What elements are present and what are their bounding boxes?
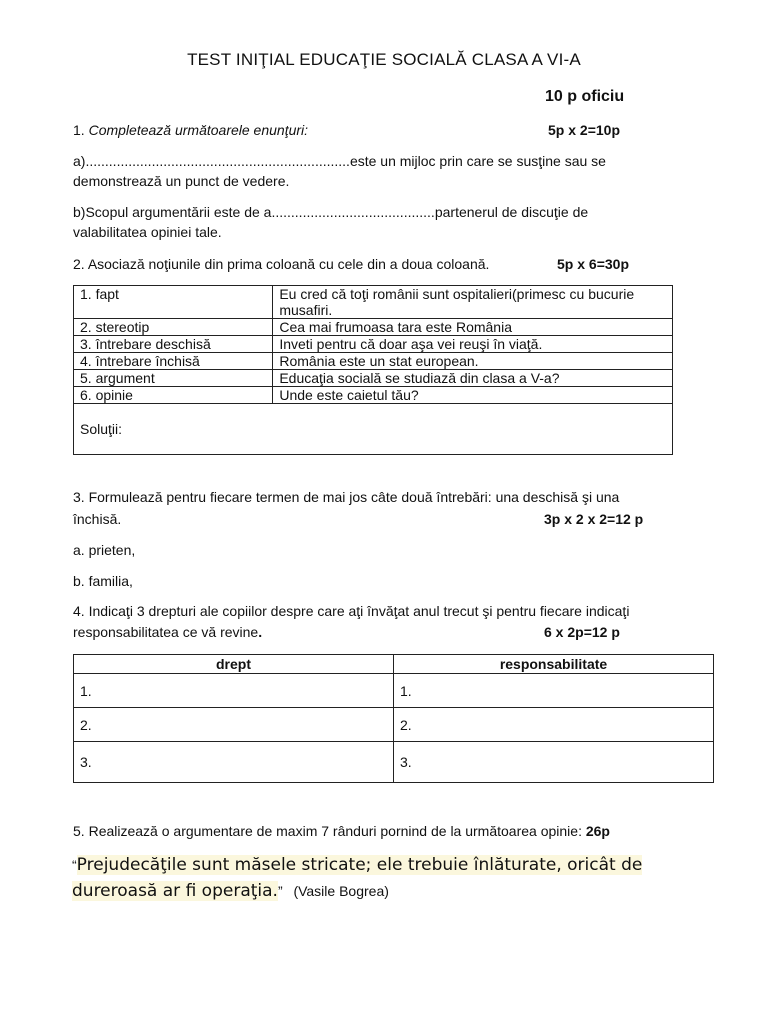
table-row <box>74 286 673 319</box>
close-quote: ” <box>277 883 283 899</box>
statement-cell: România este un stat european. <box>273 353 673 370</box>
table-row <box>74 353 673 370</box>
responsibility-cell[interactable]: 3. <box>394 742 714 783</box>
q4-number: 4. <box>73 603 85 619</box>
right-cell[interactable]: 2. <box>74 708 394 742</box>
solutions-cell[interactable] <box>74 404 673 455</box>
q1-number: 1. <box>73 122 85 138</box>
q5-points: 26p <box>585 823 610 839</box>
q2-points: 5p x 6=30p <box>557 256 629 272</box>
q3-item-b: b. familia, <box>73 573 133 589</box>
q4-prompt-line2 <box>73 622 262 642</box>
statement-cell: Eu cred că toţi românii sunt ospitalieri(primesc cu bucurie musafiri. <box>273 286 673 319</box>
q3-item-a: a. prieten, <box>73 542 136 558</box>
notion-cell: 6. opinie <box>74 387 273 404</box>
q1-prompt <box>73 120 308 140</box>
q4-text-2: responsabilitatea ce vă revine <box>73 624 259 640</box>
table-row <box>74 674 714 708</box>
quote-author: (Vasile Bogrea) <box>293 883 389 899</box>
table-row <box>74 319 673 336</box>
table-row <box>74 387 673 404</box>
q4-period: . <box>258 624 263 640</box>
table-row <box>74 742 714 783</box>
right-cell[interactable]: 1. <box>74 674 394 708</box>
statement-cell: Unde este caietul tău? <box>273 387 673 404</box>
q2-number: 2. <box>73 256 85 272</box>
q3-prompt-line1 <box>73 487 619 507</box>
header-drept: drept <box>74 655 394 674</box>
quote-text: Prejudecăţile sunt măsele stricate; ele trebuie înlăturate, oricât de dureroasă ar fi operaţia. <box>72 855 643 901</box>
q1-a-mid: este un mijloc prin <box>349 153 463 169</box>
q1-b-end: partenerul de discuţie de <box>434 204 589 220</box>
quote-block <box>72 852 712 904</box>
q3-number: 3. <box>73 489 85 505</box>
q4-text: Indicaţi 3 drepturi ale copiilor despre care aţi învăţat anul trecut şi pentru fiecare indicaţi <box>88 603 630 619</box>
q1-text: Completează următoarele enunţuri: <box>88 122 309 138</box>
q2-prompt <box>73 254 489 274</box>
q5-prompt <box>73 821 610 841</box>
header-responsabilitate: responsabilitate <box>394 655 714 674</box>
q1-b-blank: .......................................... <box>271 204 435 220</box>
q1-a-line2: demonstrează un punct de vedere. <box>73 173 290 189</box>
q4-points: 6 x 2p=12 p <box>544 624 620 640</box>
table-row <box>74 370 673 387</box>
right-cell[interactable]: 3. <box>74 742 394 783</box>
statement-cell: Educaţia socială se studiază din clasa a V-a? <box>273 370 673 387</box>
q1-a-line1 <box>73 151 606 171</box>
solutions-row <box>74 404 673 455</box>
solutions-label: Soluţii: <box>80 421 123 437</box>
table-header-row <box>74 655 714 674</box>
q2-text: Asociază noţiunile din prima coloană cu cele din a doua coloană. <box>87 256 490 272</box>
statement-cell: Cea mai frumoasa tara este România <box>273 319 673 336</box>
page-title: TEST INIŢIAL EDUCAŢIE SOCIALĂ CLASA A VI-A <box>187 50 581 69</box>
q1-points: 5p x 2=10p <box>548 122 620 138</box>
q3-prompt-line2: închisă. <box>73 511 122 527</box>
q1-a-blank: a).................................................................... <box>73 153 350 169</box>
table-row <box>74 336 673 353</box>
rights-table <box>73 654 714 783</box>
q1-b-line1 <box>73 202 588 222</box>
q5-text: Realizează o argumentare de maxim 7 rânduri pornind de la următoarea opinie: <box>88 823 582 839</box>
notion-cell: 5. argument <box>74 370 273 387</box>
q4-prompt-line1 <box>73 601 629 621</box>
notion-cell: 3. întrebare deschisă <box>74 336 273 353</box>
matching-table <box>73 285 673 455</box>
oficiu-points: 10 p oficiu <box>545 88 625 105</box>
q1-b-line2: valabilitatea opiniei tale. <box>73 224 222 240</box>
responsibility-cell[interactable]: 2. <box>394 708 714 742</box>
statement-cell: Inveti pentru că doar aşa vei reuşi în viaţă. <box>273 336 673 353</box>
q1-a-end: care se susţine sau se <box>462 153 606 169</box>
responsibility-cell[interactable]: 1. <box>394 674 714 708</box>
table-row <box>74 708 714 742</box>
notion-cell: 4. întrebare închisă <box>74 353 273 370</box>
q5-number: 5. <box>73 823 85 839</box>
q3-points: 3p x 2 x 2=12 p <box>544 511 644 527</box>
notion-cell: 2. stereotip <box>74 319 273 336</box>
q1-b-start: b)Scopul argumentării este de a <box>73 204 272 220</box>
notion-cell: 1. fapt <box>74 286 273 319</box>
open-quote: “ <box>72 857 77 873</box>
q3-text: Formulează pentru fiecare termen de mai jos câte două întrebări: una deschisă şi una <box>88 489 620 505</box>
